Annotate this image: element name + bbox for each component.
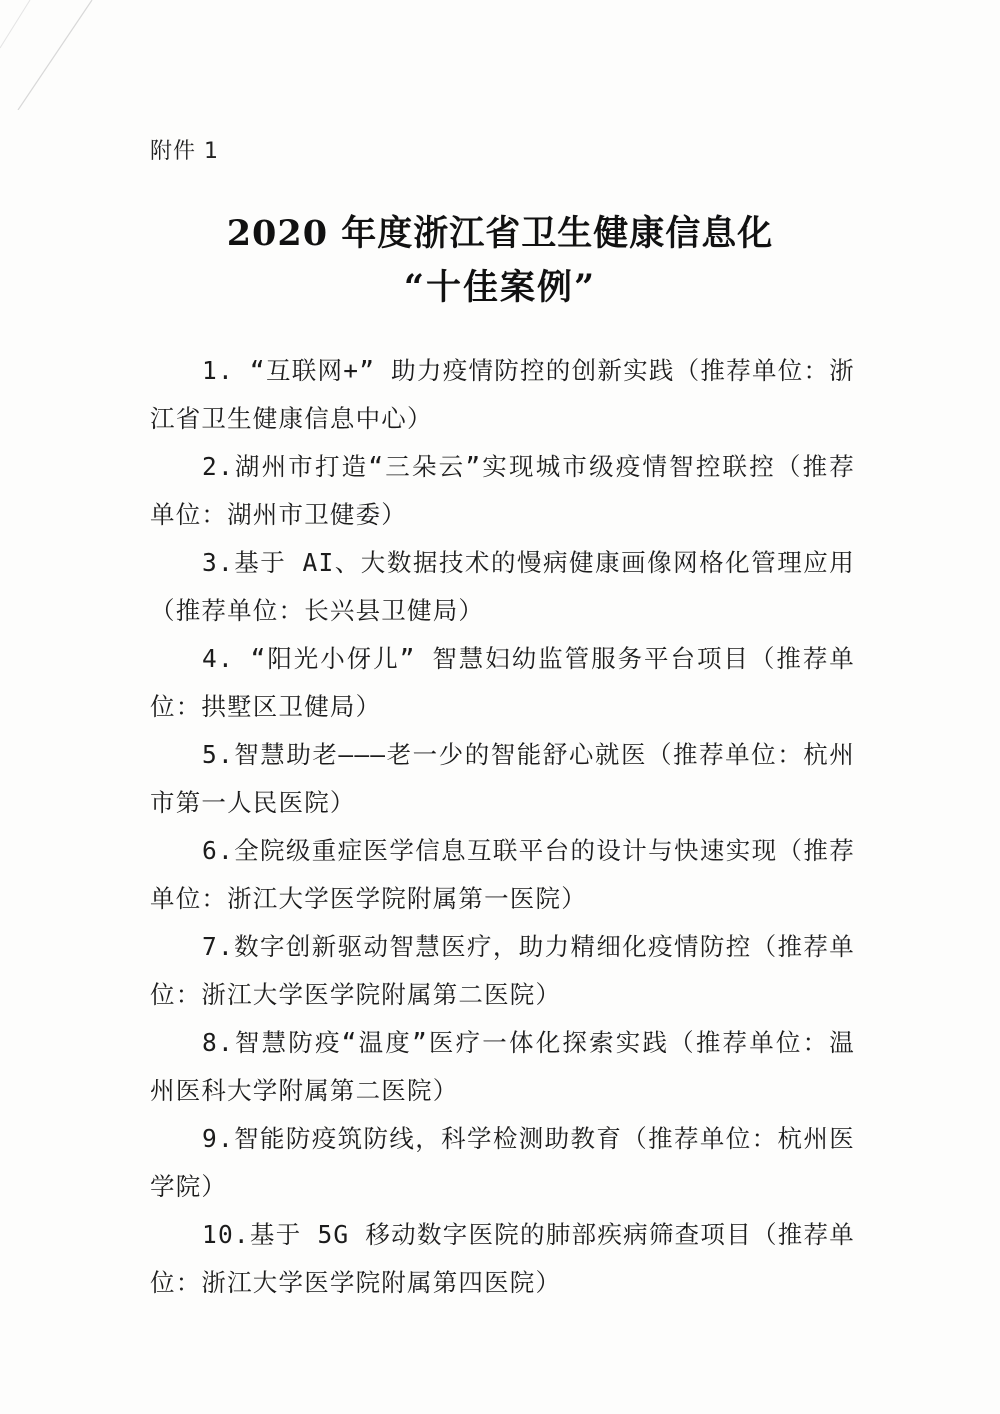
- document-subtitle: “十佳案例”: [403, 267, 597, 308]
- document-title: 2020 年度浙江省卫生健康信息化: [226, 213, 774, 254]
- list-item: 4. “阳光小伢儿” 智慧妇幼监管服务平台项目（推荐单位：拱墅区卫健局）: [150, 644, 855, 721]
- case-list: [150, 347, 855, 1307]
- list-item: 6.全院级重症医学信息互联平台的设计与快速实现（推荐单位：浙江大学医学院附属第一医院）: [150, 836, 855, 913]
- list-item: 5.智慧助老———老一少的智能舒心就医（推荐单位：杭州市第一人民医院）: [150, 740, 855, 817]
- list-item: 2.湖州市打造“三朵云”实现城市级疫情智控联控（推荐单位：湖州市卫健委）: [150, 452, 855, 529]
- list-item: 8.智慧防疫“温度”医疗一体化探索实践（推荐单位：温州医科大学附属第二医院）: [150, 1028, 855, 1105]
- list-item: 10.基于 5G 移动数字医院的肺部疾病筛查项目（推荐单位：浙江大学医学院附属第四医院）: [150, 1220, 855, 1297]
- list-item: 9.智能防疫筑防线，科学检测助教育（推荐单位：杭州医学院）: [150, 1124, 855, 1201]
- list-item: 1. “互联网+” 助力疫情防控的创新实践（推荐单位：浙江省卫生健康信息中心）: [150, 356, 855, 433]
- list-item: 7.数字创新驱动智慧医疗，助力精细化疫情防控（推荐单位：浙江大学医学院附属第二医院）: [150, 932, 855, 1009]
- attachment-label: 附件 1: [150, 139, 219, 164]
- list-item: 3.基于 AI、大数据技术的慢病健康画像网格化管理应用（推荐单位：长兴县卫健局）: [150, 548, 855, 625]
- scan-artifact: [0, 0, 140, 110]
